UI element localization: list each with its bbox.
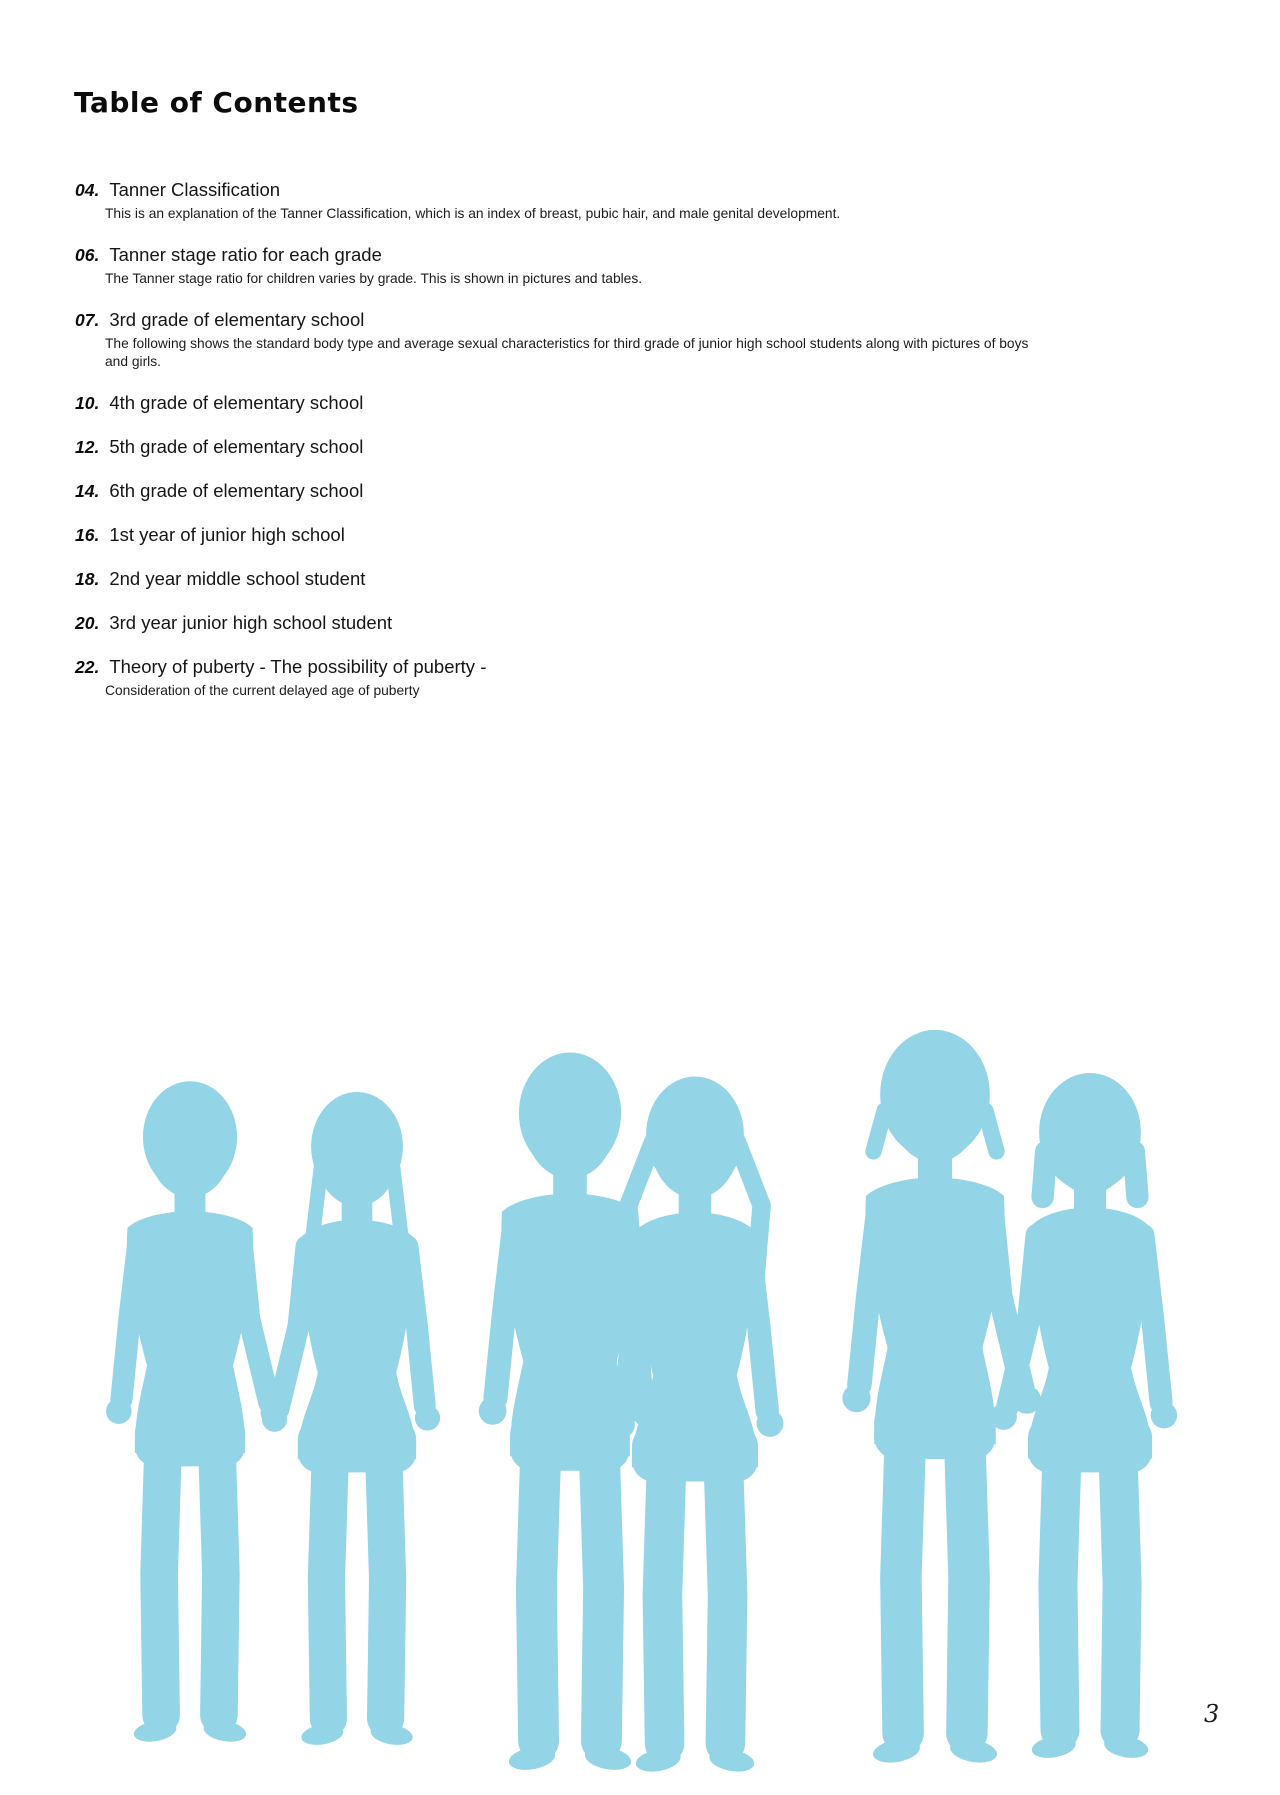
table-of-contents [75,178,1080,720]
toc-entry-title: 5th grade of elementary school [109,436,364,457]
toc-entry-title: Tanner stage ratio for each grade [109,244,382,265]
toc-entry [75,655,1080,700]
toc-entry-page-number: 16. [75,525,100,545]
toc-entry-page-number: 10. [75,393,100,413]
toc-entry-page-number: 07. [75,310,100,330]
toc-entry-title: 6th grade of elementary school [109,480,364,501]
toc-entry-title: 2nd year middle school student [109,568,366,589]
toc-entry-title: 1st year of junior high school [109,524,345,545]
page-number: 3 [1204,1700,1220,1728]
toc-entry [75,611,1080,635]
toc-entry-title: Theory of puberty - The possibility of puberty - [109,656,487,677]
toc-entry-page-number: 22. [75,657,100,677]
toc-entry [75,435,1080,459]
toc-entry-description: The following shows the standard body type and average sexual characteristics for third grade of junior high school students along with pictures of boys and girls. [105,336,1029,369]
toc-entry-page-number: 14. [75,481,100,501]
toc-entry [75,178,1080,223]
toc-entry [75,308,1080,371]
toc-entry-title: 4th grade of elementary school [109,392,364,413]
toc-entry [75,479,1080,503]
toc-entry-title: Tanner Classification [109,179,281,200]
toc-entry [75,567,1080,591]
toc-entry [75,523,1080,547]
toc-entry [75,243,1080,288]
toc-entry-page-number: 06. [75,245,100,265]
toc-entry [75,391,1080,415]
toc-entry-description: The Tanner stage ratio for children varies by grade. This is shown in pictures and tables. [105,271,643,286]
page-title: Table of Contents [74,86,359,119]
silhouette-girl-braids-small [262,1092,440,1748]
silhouette-girl-twintails-medium [608,1077,784,1775]
toc-entry-title: 3rd year junior high school student [109,612,393,633]
toc-entry-description: This is an explanation of the Tanner Classification, which is an index of breast, pubic hair, and male genital development. [105,206,841,221]
silhouette-girl-bob-hair-tall [990,1073,1177,1761]
toc-entry-title: 3rd grade of elementary school [109,309,365,330]
toc-entry-page-number: 04. [75,180,100,200]
toc-entry-page-number: 12. [75,437,100,457]
silhouette-boy-short-hair-small [106,1081,286,1745]
toc-entry-page-number: 18. [75,569,100,589]
toc-entry-description: Consideration of the current delayed age of puberty [105,683,420,698]
toc-entry-page-number: 20. [75,613,100,633]
